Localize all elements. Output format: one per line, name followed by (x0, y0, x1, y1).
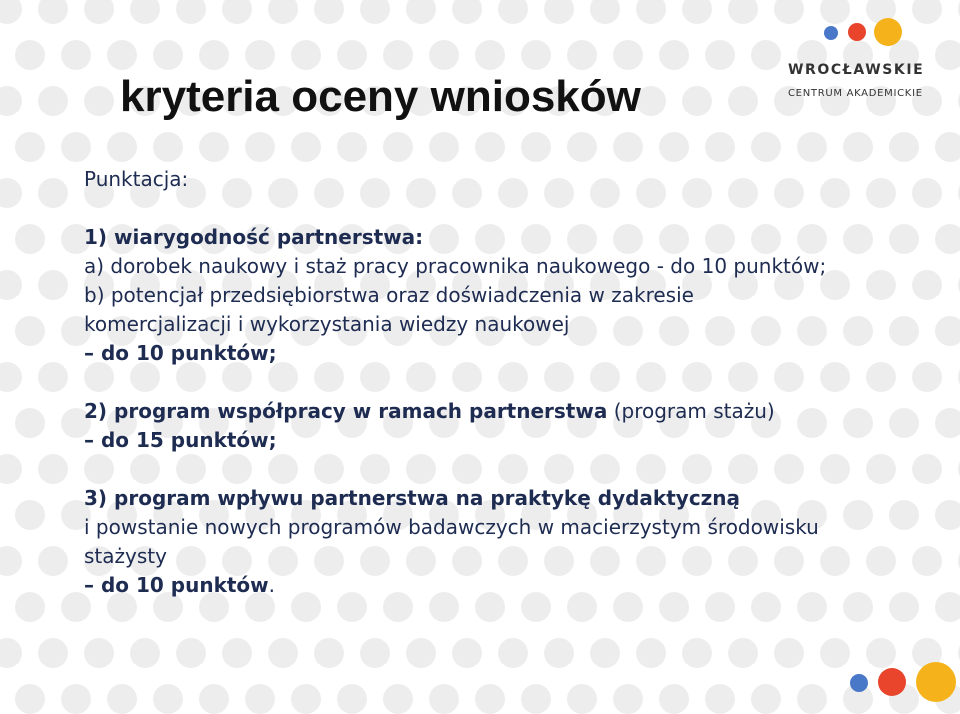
background-dot (107, 684, 137, 714)
background-dot (222, 638, 252, 668)
background-dot (912, 454, 942, 484)
criterion-3-heading: 3) program wpływu partnerstwa na praktykę dydaktyczną (84, 486, 741, 510)
background-dot (429, 40, 459, 70)
background-dot (774, 638, 804, 668)
background-dot (751, 40, 781, 70)
background-dot (360, 0, 390, 24)
background-dot (705, 132, 735, 162)
background-dot (475, 40, 505, 70)
background-dot (383, 684, 413, 714)
background-dot (38, 454, 68, 484)
background-dot (199, 132, 229, 162)
background-dot (613, 684, 643, 714)
corner-red-circle (878, 668, 906, 696)
criterion-1-item-a: a) dorobek naukowy i staż pracy pracownika naukowego - do 10 punktów; (84, 254, 827, 278)
background-dot (521, 684, 551, 714)
background-dot (0, 0, 22, 24)
background-dot (613, 40, 643, 70)
background-dot (728, 86, 758, 116)
background-dot (38, 638, 68, 668)
background-dot (15, 592, 45, 622)
background-dot (567, 684, 597, 714)
background-dot (153, 40, 183, 70)
criterion-1-item-b-line1: b) potencjał przedsiębiorstwa oraz doświadczenia w zakresie (84, 283, 694, 307)
background-dot (38, 0, 68, 24)
criterion-3-description: i powstanie nowych programów badawczych w macierzystym środowisku stażysty (84, 515, 819, 568)
background-dot (797, 684, 827, 714)
background-dot (590, 0, 620, 24)
background-dot (84, 86, 114, 116)
background-dot (314, 638, 344, 668)
background-dot (912, 546, 942, 576)
background-dot (521, 132, 551, 162)
background-dot (61, 40, 91, 70)
logo-text-line1: WROCŁAWSKIE (788, 62, 925, 78)
background-dot (912, 362, 942, 392)
background-dot (429, 132, 459, 162)
background-dot (84, 0, 114, 24)
background-dot (613, 132, 643, 162)
corner-blue-circle (850, 674, 868, 692)
background-dot (636, 638, 666, 668)
background-dot (199, 684, 229, 714)
criterion-2-note: (program stażu) (607, 399, 775, 423)
background-dot (912, 178, 942, 208)
background-dot (797, 132, 827, 162)
background-dot (498, 638, 528, 668)
logo-text-line2: CENTRUM AKADEMICKIE (788, 88, 923, 99)
background-dot (935, 224, 960, 254)
background-dot (199, 40, 229, 70)
background-dot (383, 132, 413, 162)
background-dot (130, 0, 160, 24)
background-dot (314, 0, 344, 24)
background-dot (15, 316, 45, 346)
background-dot (705, 684, 735, 714)
background-dot (659, 684, 689, 714)
criterion-3-points: – do 10 punktów (84, 573, 269, 597)
logo-red-circle (848, 23, 866, 41)
criterion-2-points: – do 15 punktów; (84, 428, 277, 452)
corner-decoration (846, 660, 960, 705)
background-dot (0, 270, 22, 300)
background-dot (843, 132, 873, 162)
criterion-1-heading: 1) wiarygodność partnerstwa: (84, 225, 424, 249)
background-dot (452, 0, 482, 24)
background-dot (682, 638, 712, 668)
background-dot (291, 132, 321, 162)
background-dot (337, 684, 367, 714)
background-dot (475, 132, 505, 162)
background-dot (751, 132, 781, 162)
background-dot (0, 362, 22, 392)
background-dot (774, 0, 804, 24)
background-dot (912, 0, 942, 24)
background-dot (0, 454, 22, 484)
logo-blue-circle (824, 26, 838, 40)
background-dot (682, 0, 712, 24)
background-dot (682, 86, 712, 116)
background-dot (728, 638, 758, 668)
logo (788, 22, 948, 112)
background-dot (15, 132, 45, 162)
background-dot (590, 638, 620, 668)
background-dot (245, 684, 275, 714)
background-dot (38, 546, 68, 576)
criterion-1-points: – do 10 punktów; (84, 341, 277, 365)
criterion-3-end: . (268, 573, 276, 597)
background-dot (0, 178, 22, 208)
main-content (84, 165, 904, 600)
background-dot (337, 132, 367, 162)
background-dot (544, 0, 574, 24)
background-dot (935, 500, 960, 530)
criterion-3-points-line (84, 571, 904, 600)
page-title: kryteria oceny wniosków (120, 72, 641, 121)
background-dot (337, 40, 367, 70)
background-dot (636, 0, 666, 24)
background-dot (820, 0, 850, 24)
background-dot (268, 0, 298, 24)
background-dot (176, 0, 206, 24)
background-dot (383, 40, 413, 70)
background-dot (153, 684, 183, 714)
background-dot (130, 638, 160, 668)
background-dot (291, 684, 321, 714)
background-dot (61, 684, 91, 714)
background-dot (245, 40, 275, 70)
background-dot (498, 0, 528, 24)
background-dot (15, 40, 45, 70)
background-dot (567, 132, 597, 162)
background-dot (705, 40, 735, 70)
background-dot (0, 86, 22, 116)
background-dot (153, 132, 183, 162)
background-dot (935, 316, 960, 346)
background-dot (245, 132, 275, 162)
background-dot (912, 270, 942, 300)
background-dot (544, 638, 574, 668)
background-dot (567, 40, 597, 70)
background-dot (38, 362, 68, 392)
background-dot (107, 40, 137, 70)
background-dot (15, 408, 45, 438)
background-dot (15, 224, 45, 254)
background-dot (728, 0, 758, 24)
background-dot (291, 40, 321, 70)
background-dot (38, 178, 68, 208)
criterion-1-item-b-line2: komercjalizacji i wykorzystania wiedzy naukowej (84, 312, 570, 336)
background-dot (61, 132, 91, 162)
logo-yellow-circle (874, 18, 902, 46)
criterion-2-heading: 2) program współpracy w ramach partnerstwa (84, 399, 608, 423)
background-dot (38, 86, 68, 116)
background-dot (176, 638, 206, 668)
background-dot (935, 132, 960, 162)
background-dot (268, 638, 298, 668)
background-dot (452, 638, 482, 668)
background-dot (107, 132, 137, 162)
background-dot (751, 684, 781, 714)
background-dot (406, 0, 436, 24)
background-dot (38, 270, 68, 300)
background-dot (935, 592, 960, 622)
background-dot (0, 546, 22, 576)
background-dot (406, 638, 436, 668)
background-dot (222, 0, 252, 24)
criterion-2 (84, 397, 904, 426)
background-dot (521, 40, 551, 70)
background-dot (0, 638, 22, 668)
background-dot (889, 132, 919, 162)
corner-yellow-circle (916, 662, 956, 702)
background-dot (360, 638, 390, 668)
background-dot (15, 500, 45, 530)
background-dot (475, 684, 505, 714)
background-dot (429, 684, 459, 714)
background-dot (15, 684, 45, 714)
background-dot (659, 132, 689, 162)
background-dot (935, 408, 960, 438)
background-dot (659, 40, 689, 70)
scoring-label: Punktacja: (84, 167, 189, 191)
background-dot (84, 638, 114, 668)
